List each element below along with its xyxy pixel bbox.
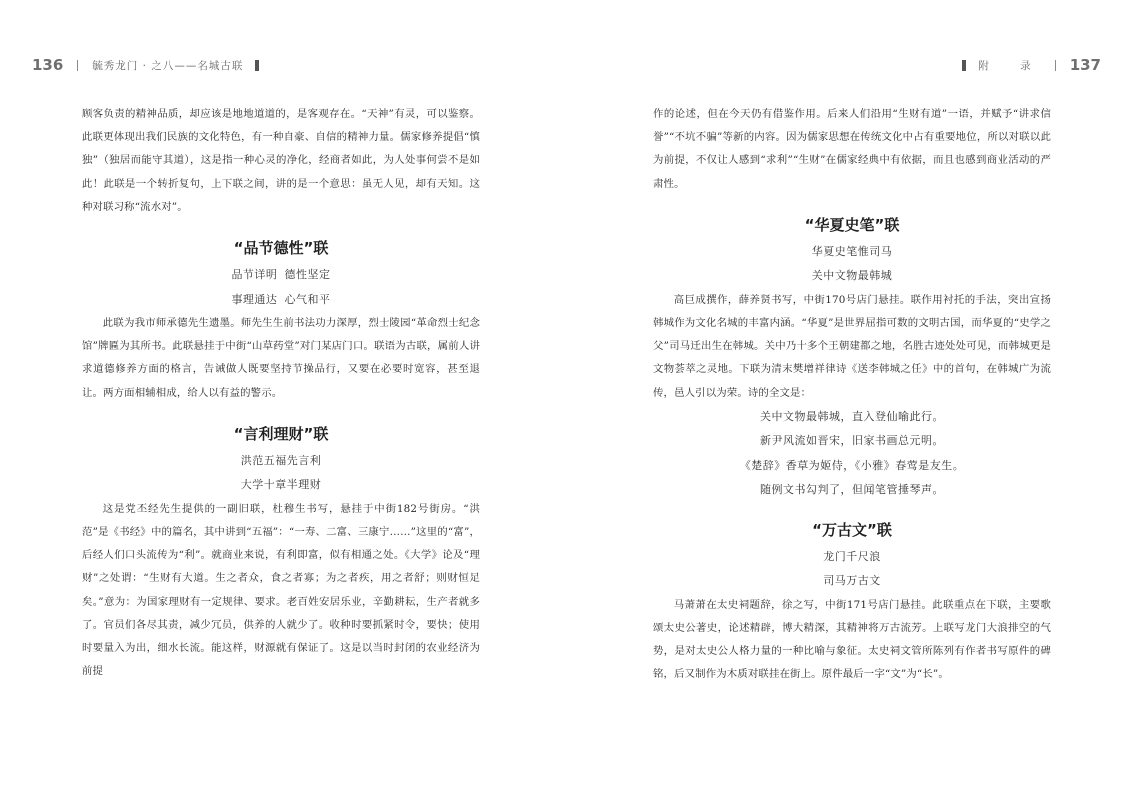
section-heading: “品节德性”联 (233, 239, 329, 258)
couplet-line: 洪范五福先言利 (240, 453, 322, 467)
section-heading: “万古文”联 (812, 520, 892, 539)
header-marker (255, 60, 259, 71)
right-page-header (962, 54, 1101, 76)
couplet-line: 事理通达 心气和平 (231, 292, 331, 306)
body-paragraph: 这是党丕经先生提供的一副旧联，杜穆生书写，悬挂于中街182号街房。“洪范”是《书经》中的篇名，其中讲到“五福”：“一寿、二富、三康宁……”这里的“富”，后经人们口头流传为“利”。就商业来说，有利即富，似有相通之处。《大学》论及“理财”之处谓：“生财有大道。生之者众，食之者寡；为之者疾，用之者舒；则财恒足矣。”意为：为国家理财有一定规律、要求。老百姓安居乐业，辛勤耕耘，生产者就多了。官员们各尽其责，减少冗员，供养的人就少了。收种时要抓紧时令，要快；使用时要量入为出，细水长流。能这样，财源就有保证了。这是以当时封闭的农业经济为前提 (82, 502, 480, 678)
couplet-line: 龙门千尺浪 (823, 549, 881, 563)
left-running-title: 毓秀龙门 · 之八——名城古联 (92, 59, 244, 72)
header-divider (1055, 60, 1056, 71)
left-page-header (32, 54, 259, 76)
couplet-line: 品节详明 德性坚定 (231, 268, 331, 282)
body-paragraph: 此联为我市师承德先生遗墨。师先生生前书法功力深厚，烈士陵园“革命烈士纪念馆”牌匾为其所书。此联悬挂于中街“山草药堂”对门某店门口。联语为古联，属前人讲求道德修养方面的格言，告诫做人既要坚持节操品行，又要在必要时宽容，甚至退让。两方面相辅相成，给人以有益的警示。 (82, 317, 480, 399)
section-heading: “华夏史笔”联 (804, 215, 900, 234)
body-paragraph: 马萧萧在太史祠题辞，徐之写，中街171号店门悬挂。此联重点在下联，主要歌颂太史公著史，论述精辟，博大精深，其精神将万古流芳。上联写龙门大浪排空的气势，是对太史公人格力量的一种比喻与象征。太史祠文管所陈列有作者书写原件的碑铭，后又制作为木质对联挂在街上。原件最后一字“文”为“长”。 (653, 598, 1051, 681)
body-paragraph: 顾客负责的精神品质，却应该是地地道道的，是客观存在。“天神”有灵，可以鉴察。此联更体现出我们民族的文化特色，有一种自豪、自信的精神力量。儒家修养提倡“慎独”（独居而能守其道），这是指一种心灵的净化，经商者如此，为人处事何尝不是如此！此联是一个转折复句，上下联之间，讲的是一个意思：虽无人见，却有天知。这种对联习称“流水对”。 (82, 108, 480, 213)
body-paragraph: 高巨成撰作，薛养贤书写，中街170号店门悬挂。联作用衬托的手法，突出宣扬韩城作为文化名城的丰富内涵。“华夏”是世界屈指可数的文明古国，而华夏的“史学之父”司马迁出生在韩城。关中乃十多个王朝建都之地，名胜古迹处处可见，而韩城更是文物荟萃之灵地。下联为清末樊增祥律诗《送李韩城之任》中的首句，在韩城广为流传，邑人引以为荣。诗的全文是： (653, 293, 1051, 399)
poem-line: 新尹风流如晋宋，旧家书画总元明。 (760, 434, 944, 448)
couplet-line: 司马万古文 (823, 574, 881, 588)
left-page-number: 136 (32, 56, 64, 74)
couplet-line: 大学十章半理财 (240, 478, 322, 492)
couplet-line: 关中文物最韩城 (811, 269, 893, 283)
right-page-body (653, 103, 1051, 687)
body-paragraph: 作的论述，但在今天仍有借鉴作用。后来人们沿用“生财有道”一语，并赋予“讲求信誉”“不坑不骗”等新的内容。因为儒家思想在传统文化中占有重要地位，所以对联以此为前提，不仅让人感到“求利”“生财”在儒家经典中有依据，而且也感到商业活动的严肃性。 (653, 108, 1051, 190)
poem-line: 《楚辞》香草为姬侍，《小雅》春莺是友生。 (739, 458, 965, 472)
section-heading: “言利理财”联 (233, 424, 329, 443)
header-divider (77, 60, 78, 71)
poem-line: 随例文书勾判了，但闻笔管捶琴声。 (760, 483, 944, 497)
poem-line: 关中文物最韩城，直入登仙喻此行。 (760, 409, 944, 423)
couplet-line: 华夏史笔惟司马 (811, 244, 893, 258)
header-marker (962, 60, 966, 71)
right-running-title: 附 录 (978, 59, 1045, 72)
right-page-number: 137 (1069, 56, 1101, 74)
left-page-body (82, 103, 480, 683)
